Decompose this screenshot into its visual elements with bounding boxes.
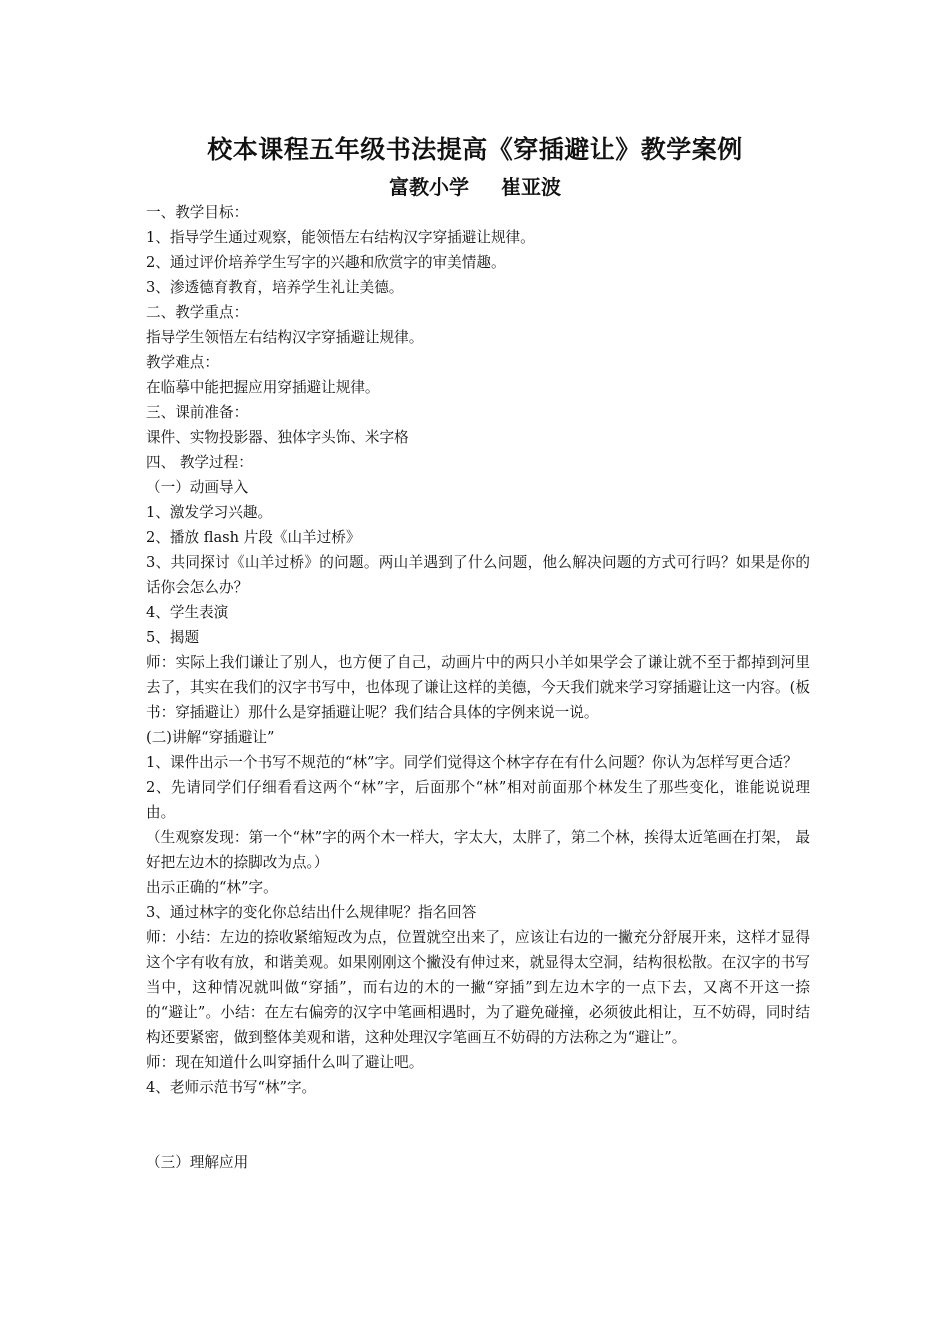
paragraph: 指导学生领悟左右结构汉字穿插避让规律。 bbox=[146, 329, 424, 346]
paragraph: 5、揭题 bbox=[146, 629, 200, 646]
paragraph: 4、学生表演 bbox=[146, 604, 229, 621]
paragraph: 出示正确的“林”字。 bbox=[146, 879, 278, 896]
paragraph: 1、指导学生通过观察，能领悟左右结构汉字穿插避让规律。 bbox=[146, 229, 535, 246]
paragraph: 在临摹中能把握应用穿插避让规律。 bbox=[146, 379, 380, 396]
paragraph: 3、通过林字的变化你总结出什么规律呢？指名回答 bbox=[146, 904, 477, 921]
paragraph: 2、先请同学们仔细看看这两个“林”字，后面那个“林”相对前面那个林发生了那些变化，谁能说说理由。 bbox=[146, 779, 810, 821]
paragraph: 2、播放 flash 片段《山羊过桥》 bbox=[146, 529, 361, 546]
paragraph: 三、课前准备： bbox=[146, 404, 249, 421]
paragraph: （一）动画导入 bbox=[146, 479, 249, 496]
paragraph: 3、渗透德育教育，培养学生礼让美德。 bbox=[146, 279, 404, 296]
paragraph: 师：小结：左边的捺收紧缩短改为点，位置就空出来了，应该让右边的一撇充分舒展开来，这样才显得这个字有收有放，和谐美观。如果刚刚这个撇没有伸过来，就显得太空洞，结构很松散。在汉字的书写当中，这种情况就叫做“穿插”，而右边的木的一撇“穿插”到左边木字的一点下去，又离不开这一捺的“避让”。小结：在左右偏旁的汉字中笔画相遇时，为了避免碰撞，必须彼此相让，互不妨碍，同时结构还要紧密，做到整体美观和谐，这种处理汉字笔画互不妨碍的方法称之为“避让”。 bbox=[146, 929, 810, 1046]
paragraph: 课件、实物投影器、独体字头饰、米字格 bbox=[146, 429, 409, 446]
document-title: 校本课程五年级书法提高《穿插避让》教学案例 bbox=[207, 135, 743, 164]
paragraph: 2、通过评价培养学生写字的兴趣和欣赏字的审美情趣。 bbox=[146, 254, 506, 271]
paragraph: 一、教学目标： bbox=[146, 204, 249, 221]
byline bbox=[0, 173, 950, 201]
paragraph: （生观察发现：第一个“林”字的两个木一样大，字太大，太胖了，第二个林，挨得太近笔画在打架， 最好把左边木的捺脚改为点。） bbox=[146, 829, 810, 871]
paragraph: 1、激发学习兴趣。 bbox=[146, 504, 273, 521]
paragraph: 4、老师示范书写“林”字。 bbox=[146, 1079, 317, 1096]
author-name: 崔亚波 bbox=[501, 175, 561, 199]
section-heading: （三）理解应用 bbox=[146, 1154, 249, 1171]
paragraph: 教学难点： bbox=[146, 354, 219, 371]
paragraph: 四、 教学过程： bbox=[146, 454, 253, 471]
paragraph: 1、课件出示一个书写不规范的“林”字。同学们觉得这个林字存在有什么问题？你认为怎样写更合适？ bbox=[146, 754, 798, 771]
paragraph: 3、共同探讨《山羊过桥》的问题。两山羊遇到了什么问题，他么解决问题的方式可行吗？如果是你的话你会怎么办？ bbox=[146, 554, 810, 596]
paragraph: 师：现在知道什么叫穿插什么叫了避让吧。 bbox=[146, 1054, 424, 1071]
document-body bbox=[146, 200, 810, 1175]
school-name: 富教小学 bbox=[389, 175, 469, 199]
paragraph: 师：实际上我们谦让了别人，也方便了自己，动画片中的两只小羊如果学会了谦让就不至于都掉到河里去了，其实在我们的汉字书写中，也体现了谦让这样的美德，今天我们就来学习穿插避让这一内容。(板书：穿插避让）那什么是穿插避让呢？我们结合具体的字例来说一说。 bbox=[146, 654, 810, 721]
paragraph: (二)讲解“穿插避让” bbox=[146, 729, 275, 746]
paragraph: 二、教学重点： bbox=[146, 304, 249, 321]
